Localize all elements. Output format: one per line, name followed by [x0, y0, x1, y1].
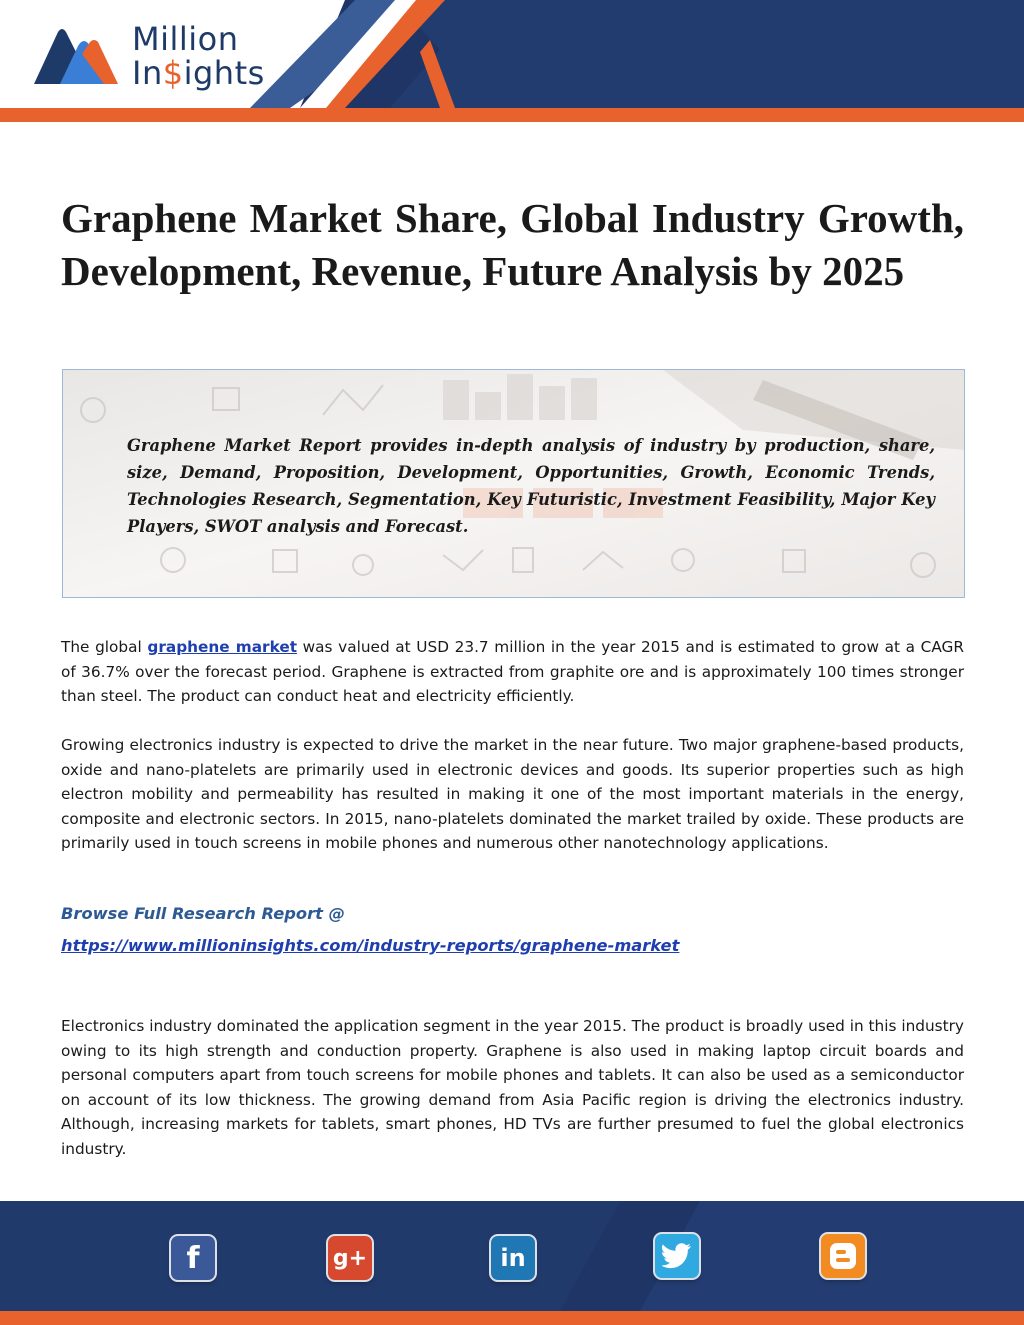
body-paragraph-1	[61, 635, 964, 709]
blogger-button[interactable]	[821, 1234, 865, 1278]
linkedin-button[interactable]	[491, 1236, 535, 1280]
google-plus-button[interactable]	[328, 1236, 372, 1280]
logo-word-insights-end: ights	[183, 54, 265, 92]
twitter-icon	[662, 1243, 692, 1269]
million-insights-logo[interactable]	[30, 20, 290, 100]
paragraph-1-start: The global	[61, 638, 148, 656]
facebook-icon: f	[186, 1240, 200, 1276]
report-summary-text: Graphene Market Report provides in-depth analysis of industry by production, share, size, Demand, Proposition, Development, Opportunities, Growth, Economic Trends, Technologies Research, Segmentation, Key Futuristic, Investment Feasibility, Major Key Players, SWOT analysis and Forecast.	[127, 436, 935, 536]
body-paragraph-3: Electronics industry dominated the application segment in the year 2015. The product is broadly used in this industry owing to its high strength and conduction property. Graphene is also used in making laptop circuit boards and personal computers apart from touch screens for mobile phones and tablets. It can also be used as a semiconductor on account of its low thickness. The growing demand from Asia Pacific region is driving the electronics industry. Although, increasing markets for tablets, smart phones, HD TVs are further presumed to fuel the global electronics industry.	[61, 1017, 964, 1158]
graphene-market-link[interactable]: graphene market	[147, 638, 298, 656]
google-plus-icon: g+	[332, 1245, 368, 1271]
report-summary-box	[62, 369, 965, 598]
facebook-button[interactable]	[171, 1236, 215, 1280]
logo-word-insights-start: In	[132, 54, 163, 92]
paragraph-1-end: was valued at USD 23.7 million in the year 2015 and is estimated to grow at a CAGR of 36.7% over the forecast period. Graphene is extracted from graphite ore and is approximately 100 times stronger than steel. The product can conduct heat and electricity efficiently.	[61, 638, 964, 705]
logo-word-million: Million	[132, 20, 239, 58]
logo-word-insights	[132, 54, 265, 92]
page-footer	[0, 1201, 1024, 1325]
twitter-button[interactable]	[655, 1234, 699, 1278]
logo-mark-icon	[30, 24, 122, 88]
logo-dollar-sign: $	[162, 54, 184, 92]
page-title: Graphene Market Share, Global Industry Growth, Development, Revenue, Future Analysis by 2025	[61, 195, 964, 294]
linkedin-icon: in	[500, 1244, 526, 1272]
page-header	[0, 0, 1024, 122]
blogger-icon	[829, 1242, 857, 1270]
full-report-link[interactable]: https://www.millioninsights.com/industry-reports/graphene-market	[61, 936, 680, 955]
browse-report-label: Browse Full Research Report @	[61, 904, 345, 923]
body-paragraph-2: Growing electronics industry is expected to drive the market in the near future. Two major graphene-based products, oxide and nano-platelets are primarily used in electronic devices and goods. Its superior properties such as high electron mobility and permeability has resulted in making it one of the most important materials in the energy, composite and electronic sectors. In 2015, nano-platelets dominated the market trailed by oxide. These products are primarily used in touch screens in mobile phones and numerous other nanotechnology applications.	[61, 736, 964, 852]
